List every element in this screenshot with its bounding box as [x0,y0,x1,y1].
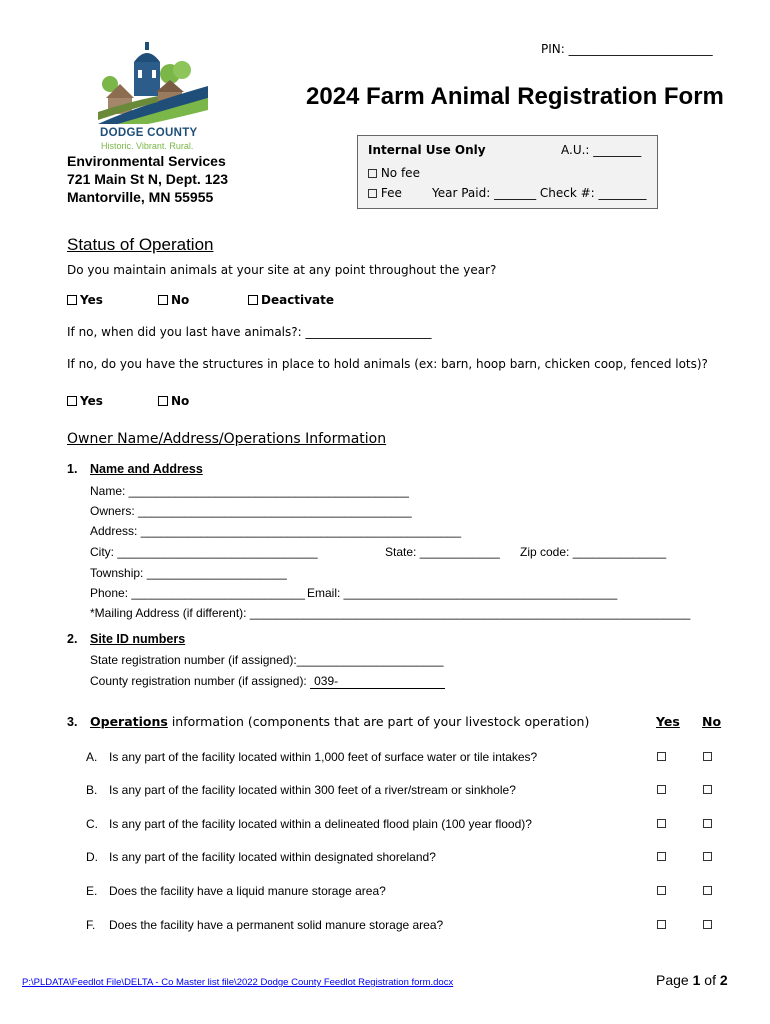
fee-option[interactable] [368,186,402,200]
status-q3-no[interactable]: No [158,394,189,408]
status-q2[interactable]: If no, when did you last have animals?: _____________________ [67,325,432,339]
question-letter: C. [86,817,98,831]
city-field[interactable]: City: ______________________________ [90,545,318,559]
question-text: Is any part of the facility located within designated shoreland? [109,850,436,864]
question-letter: D. [86,850,98,864]
question-f-yes-checkbox[interactable] [657,920,666,929]
question-row [86,884,386,898]
question-text: Is any part of the facility located within a delineated flood plain (100 year flood)? [109,817,532,831]
au-field[interactable]: A.U.: ________ [561,143,642,157]
question-d-yes-checkbox[interactable] [657,852,666,861]
internal-use-title: Internal Use Only [368,143,486,157]
status-q1-deactivate[interactable]: Deactivate [248,293,334,307]
section3-title: Operations [90,714,168,729]
column-yes-header: Yes [656,714,680,729]
email-field[interactable]: Email: _________________________________________ [307,586,618,600]
logo-name: DODGE COUNTY [100,127,198,139]
county-registration-value[interactable]: 039- [310,674,445,689]
file-path-link[interactable]: P:\PLDATA\Feedlot File\DELTA - Co Master list file\2022 Dodge County Feedlot Registration form.docx [22,977,454,988]
owner-heading: Owner Name/Address/Operations Information [67,431,387,447]
section2-number: 2. [67,632,78,646]
county-registration-label: County registration number (if assigned): [90,674,307,688]
question-e-no-checkbox[interactable] [703,886,712,895]
status-q1-yes[interactable]: Yes [67,293,103,307]
fee-checkbox[interactable] [368,189,377,198]
city-address: Mantorville, MN 55955 [67,189,214,205]
mailing-address-field[interactable]: *Mailing Address (if different): __________________________________________________________________ [90,606,691,620]
dodge-county-logo [98,40,208,152]
question-d-no-checkbox[interactable] [703,852,712,861]
zip-field[interactable]: Zip code: ______________ [520,545,667,559]
status-q1-no-checkbox[interactable] [158,295,168,305]
question-row [86,850,436,864]
question-text: Does the facility have a liquid manure storage area? [109,884,386,898]
question-row [86,817,532,831]
internal-use-box [357,135,658,209]
page-number: Page 1 of 2 [656,972,728,988]
section3-number: 3. [67,715,78,729]
section3-description: information (components that are part of your livestock operation) [167,714,590,729]
dept-name: Environmental Services [67,153,226,169]
status-q1: Do you maintain animals at your site at any point throughout the year? [67,263,497,277]
question-letter: F. [86,918,96,932]
question-c-yes-checkbox[interactable] [657,819,666,828]
question-b-yes-checkbox[interactable] [657,785,666,794]
owners-field[interactable]: Owners: _________________________________________ [90,504,412,518]
year-paid-check-field[interactable]: Year Paid: _______ Check #: ________ [432,186,647,200]
pin-field[interactable]: PIN: ________________________ [541,42,713,56]
status-q3-no-checkbox[interactable] [158,396,168,406]
question-b-no-checkbox[interactable] [703,785,712,794]
name-field[interactable]: Name: __________________________________________ [90,484,409,498]
state-registration-field[interactable]: State registration number (if assigned):______________________ [90,653,444,667]
fee-label: Fee [380,186,402,200]
township-field[interactable]: Township: _____________________ [90,566,287,580]
question-a-yes-checkbox[interactable] [657,752,666,761]
logo-tagline: Historic. Vibrant. Rural. [101,141,194,151]
no-fee-option[interactable] [368,166,420,180]
column-no-header: No [702,714,722,729]
question-text: Is any part of the facility located within 300 feet of a river/stream or sinkhole? [109,783,516,797]
question-letter: B. [86,783,98,797]
county-registration-field[interactable] [90,674,445,689]
no-fee-label: No fee [380,166,420,180]
question-letter: A. [86,750,98,764]
status-q3-yes-checkbox[interactable] [67,396,77,406]
status-q1-deactivate-checkbox[interactable] [248,295,258,305]
logo-graphic [98,40,208,125]
section1-title: Name and Address [90,462,203,476]
section3-title-line [90,714,589,729]
question-text: Is any part of the facility located within 1,000 feet of surface water or tile intakes? [109,750,538,764]
section2-title: Site ID numbers [90,632,186,646]
status-heading: Status of Operation [67,235,214,254]
status-q1-no[interactable]: No [158,293,189,307]
question-a-no-checkbox[interactable] [703,752,712,761]
question-row [86,783,516,797]
section1-number: 1. [67,462,78,476]
question-row [86,750,538,764]
status-q3: If no, do you have the structures in place to hold animals (ex: barn, hoop barn, chicken coop, fenced lots)? [67,357,708,371]
question-e-yes-checkbox[interactable] [657,886,666,895]
question-row [86,918,444,932]
question-letter: E. [86,884,98,898]
address-field[interactable]: Address: ________________________________________________ [90,524,462,538]
form-title: 2024 Farm Animal Registration Form [306,83,724,110]
state-field[interactable]: State: ____________ [385,545,500,559]
question-f-no-checkbox[interactable] [703,920,712,929]
street-address: 721 Main St N, Dept. 123 [67,171,229,187]
status-q3-yes[interactable]: Yes [67,394,103,408]
question-c-no-checkbox[interactable] [703,819,712,828]
question-text: Does the facility have a permanent solid manure storage area? [109,918,444,932]
phone-field[interactable]: Phone: __________________________ [90,586,305,600]
status-q1-yes-checkbox[interactable] [67,295,77,305]
no-fee-checkbox[interactable] [368,169,377,178]
